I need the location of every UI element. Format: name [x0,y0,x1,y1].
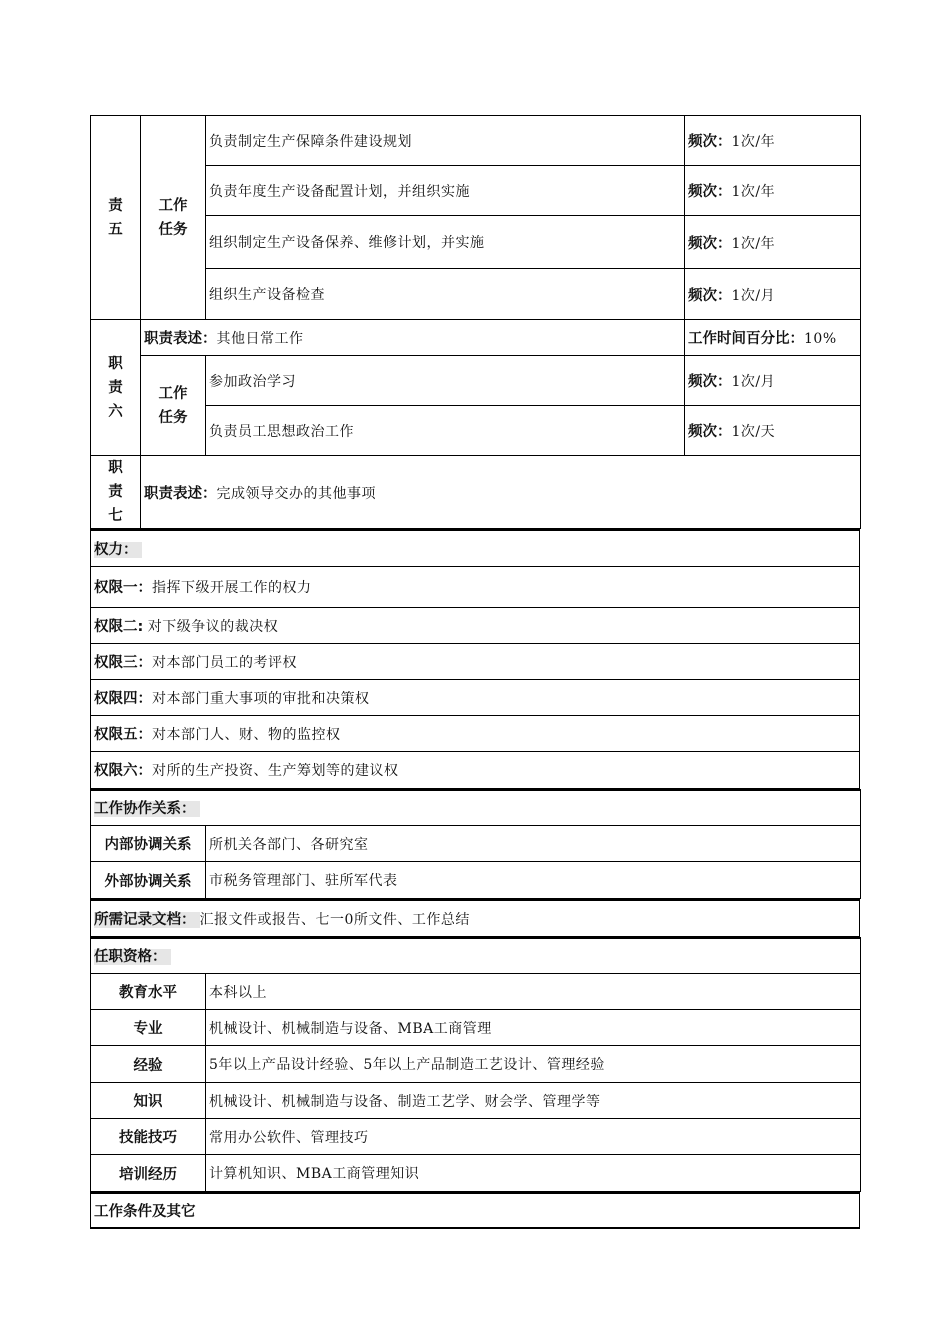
qualification-row [91,1046,861,1083]
qualification-row [91,974,861,1010]
power-item-label: 权限六： [94,763,152,779]
duties-table [90,115,861,529]
freq-label: 频次： [688,424,732,440]
records-cell [91,900,860,936]
freq-value: 1次/月 [731,374,776,390]
qualification-row [91,1083,861,1119]
qualification-row [91,1119,861,1155]
relations-title [91,790,861,826]
power-title-text: 权力： [94,542,142,558]
qualification-value: 5年以上产品设计经验、5年以上产品制造工艺设计、管理经验 [206,1046,861,1083]
records-row [91,900,860,936]
qualification-label: 培训经历 [91,1155,206,1192]
freq-value: 1次/天 [731,424,776,440]
duty7-label-text: 职责七 [108,460,123,524]
duty6-label [91,320,141,456]
internal-relation-row [91,826,861,862]
qualification-value: 机械设计、机械制造与设备、制造工艺学、财会学、管理学等 [206,1083,861,1119]
desc-text: 完成领导交办的其他事项 [216,485,376,502]
duty6-desc [141,320,685,356]
qualification-row [91,1010,861,1046]
freq-value: 1次/月 [731,287,776,304]
power-item-label: 权限五： [94,726,152,743]
freq-label: 频次： [688,374,732,390]
duty5-task-row [91,116,861,166]
power-item-text: 对本部门重大事项的审批和决策权 [152,690,370,707]
duty5-task-row [91,216,861,269]
duty5-task-freq [685,216,861,269]
qualification-value: 计算机知识、MBA工商管理知识 [206,1155,861,1192]
qualification-value: 常用办公软件、管理技巧 [206,1119,861,1155]
power-item [91,751,860,788]
qualification-label: 经验 [91,1046,206,1083]
freq-label: 频次： [688,184,732,200]
records-label: 所需记录文档： [94,912,200,928]
freq-value: 1次/年 [731,184,776,200]
duty6-task-row [91,406,861,456]
conditions-table [90,1192,860,1229]
power-row [91,643,860,679]
power-item-text: 对下级争议的裁决权 [147,618,279,635]
records-table [90,899,860,937]
freq-label: 频次： [688,235,732,252]
power-item-label: 权限四： [94,690,152,707]
power-title-row [91,530,860,566]
power-row [91,751,860,788]
duty7-label [91,456,141,529]
qualification-value: 机械设计、机械制造与设备、MBA工商管理 [206,1010,861,1046]
qualification-title-row [91,938,861,974]
duty6-pct [685,320,861,356]
external-relation-row [91,862,861,899]
duty6-task-text: 负责员工思想政治工作 [206,406,685,456]
relations-table [90,789,861,900]
power-item-label: 权限一： [94,580,152,596]
duty5-label-text: 责五 [108,197,123,238]
qualification-title-text: 任职资格： [94,949,171,965]
qualification-row [91,1155,861,1192]
qualification-value: 本科以上 [206,974,861,1010]
desc-label: 职责表述： [144,485,217,502]
power-item [91,643,860,679]
power-item-text: 对所的生产投资、生产筹划等的建议权 [152,763,399,779]
duty5-task-text: 负责年度生产设备配置计划，并组织实施 [206,166,685,216]
duty5-label [91,116,141,320]
conditions-row [91,1193,860,1228]
duty6-task-freq [685,406,861,456]
duty6-desc-row [91,320,861,356]
records-text: 汇报文件或报告、七一0所文件、工作总结 [199,911,470,928]
duty5-task-label [141,116,206,320]
power-row [91,715,860,751]
duty5-task-freq [685,269,861,320]
duty5-task-row [91,269,861,320]
power-item-text: 对本部门人、财、物的监控权 [152,726,341,743]
power-item [91,679,860,715]
power-item-label: 权限三： [94,654,152,671]
duty6-label-text: 职责六 [108,355,123,420]
duty5-task-freq [685,116,861,166]
relations-title-row [91,790,861,826]
duty5-task-text: 组织生产设备检查 [206,269,685,320]
qualification-label: 教育水平 [91,974,206,1010]
duty5-task-text: 组织制定生产设备保养、维修计划，并实施 [206,216,685,269]
power-item-text: 指挥下级开展工作的权力 [152,580,312,596]
relations-title-text: 工作协作关系： [94,801,200,817]
power-row [91,679,860,715]
freq-label: 频次： [688,134,732,150]
duty6-task-text: 参加政治学习 [206,356,685,406]
freq-value: 1次/年 [731,235,776,252]
duty6-task-freq [685,356,861,406]
conditions-cell [91,1193,860,1228]
job-description-sheet [90,115,860,1229]
qualification-table [90,937,861,1193]
pct-label: 工作时间百分比： [688,331,804,347]
external-relation-label: 外部协调关系 [91,862,206,899]
qualification-label: 技能技巧 [91,1119,206,1155]
power-row [91,607,860,643]
duty5-task-freq [685,166,861,216]
duty5-task-row [91,166,861,216]
pct-value: 10% [804,331,837,347]
external-relation-value: 市税务管理部门、驻所军代表 [206,862,861,899]
qualification-label: 知识 [91,1083,206,1119]
duty7-row [91,456,861,529]
desc-text: 其他日常工作 [216,331,304,347]
power-item [91,607,860,643]
desc-label: 职责表述： [144,331,217,347]
power-item [91,566,860,607]
duty5-task-text: 负责制定生产保障条件建设规划 [206,116,685,166]
internal-relation-value: 所机关各部门、各研究室 [206,826,861,862]
conditions-title: 工作条件及其它 [94,1204,196,1220]
duty6-task-label [141,356,206,456]
power-item [91,715,860,751]
freq-value: 1次/年 [731,134,776,150]
power-item-text: 对本部门员工的考评权 [152,654,297,671]
internal-relation-label: 内部协调关系 [91,826,206,862]
duty6-task-label-text: 工作任务 [158,385,188,426]
power-item-label: 权限二: [94,618,144,635]
power-title [91,530,860,566]
duty5-task-label-text: 工作任务 [158,197,188,238]
power-row [91,566,860,607]
freq-label: 频次： [688,287,732,304]
power-table [90,529,860,789]
qualification-label: 专业 [91,1010,206,1046]
duty7-desc [141,456,861,529]
duty6-task-row [91,356,861,406]
qualification-title [91,938,861,974]
